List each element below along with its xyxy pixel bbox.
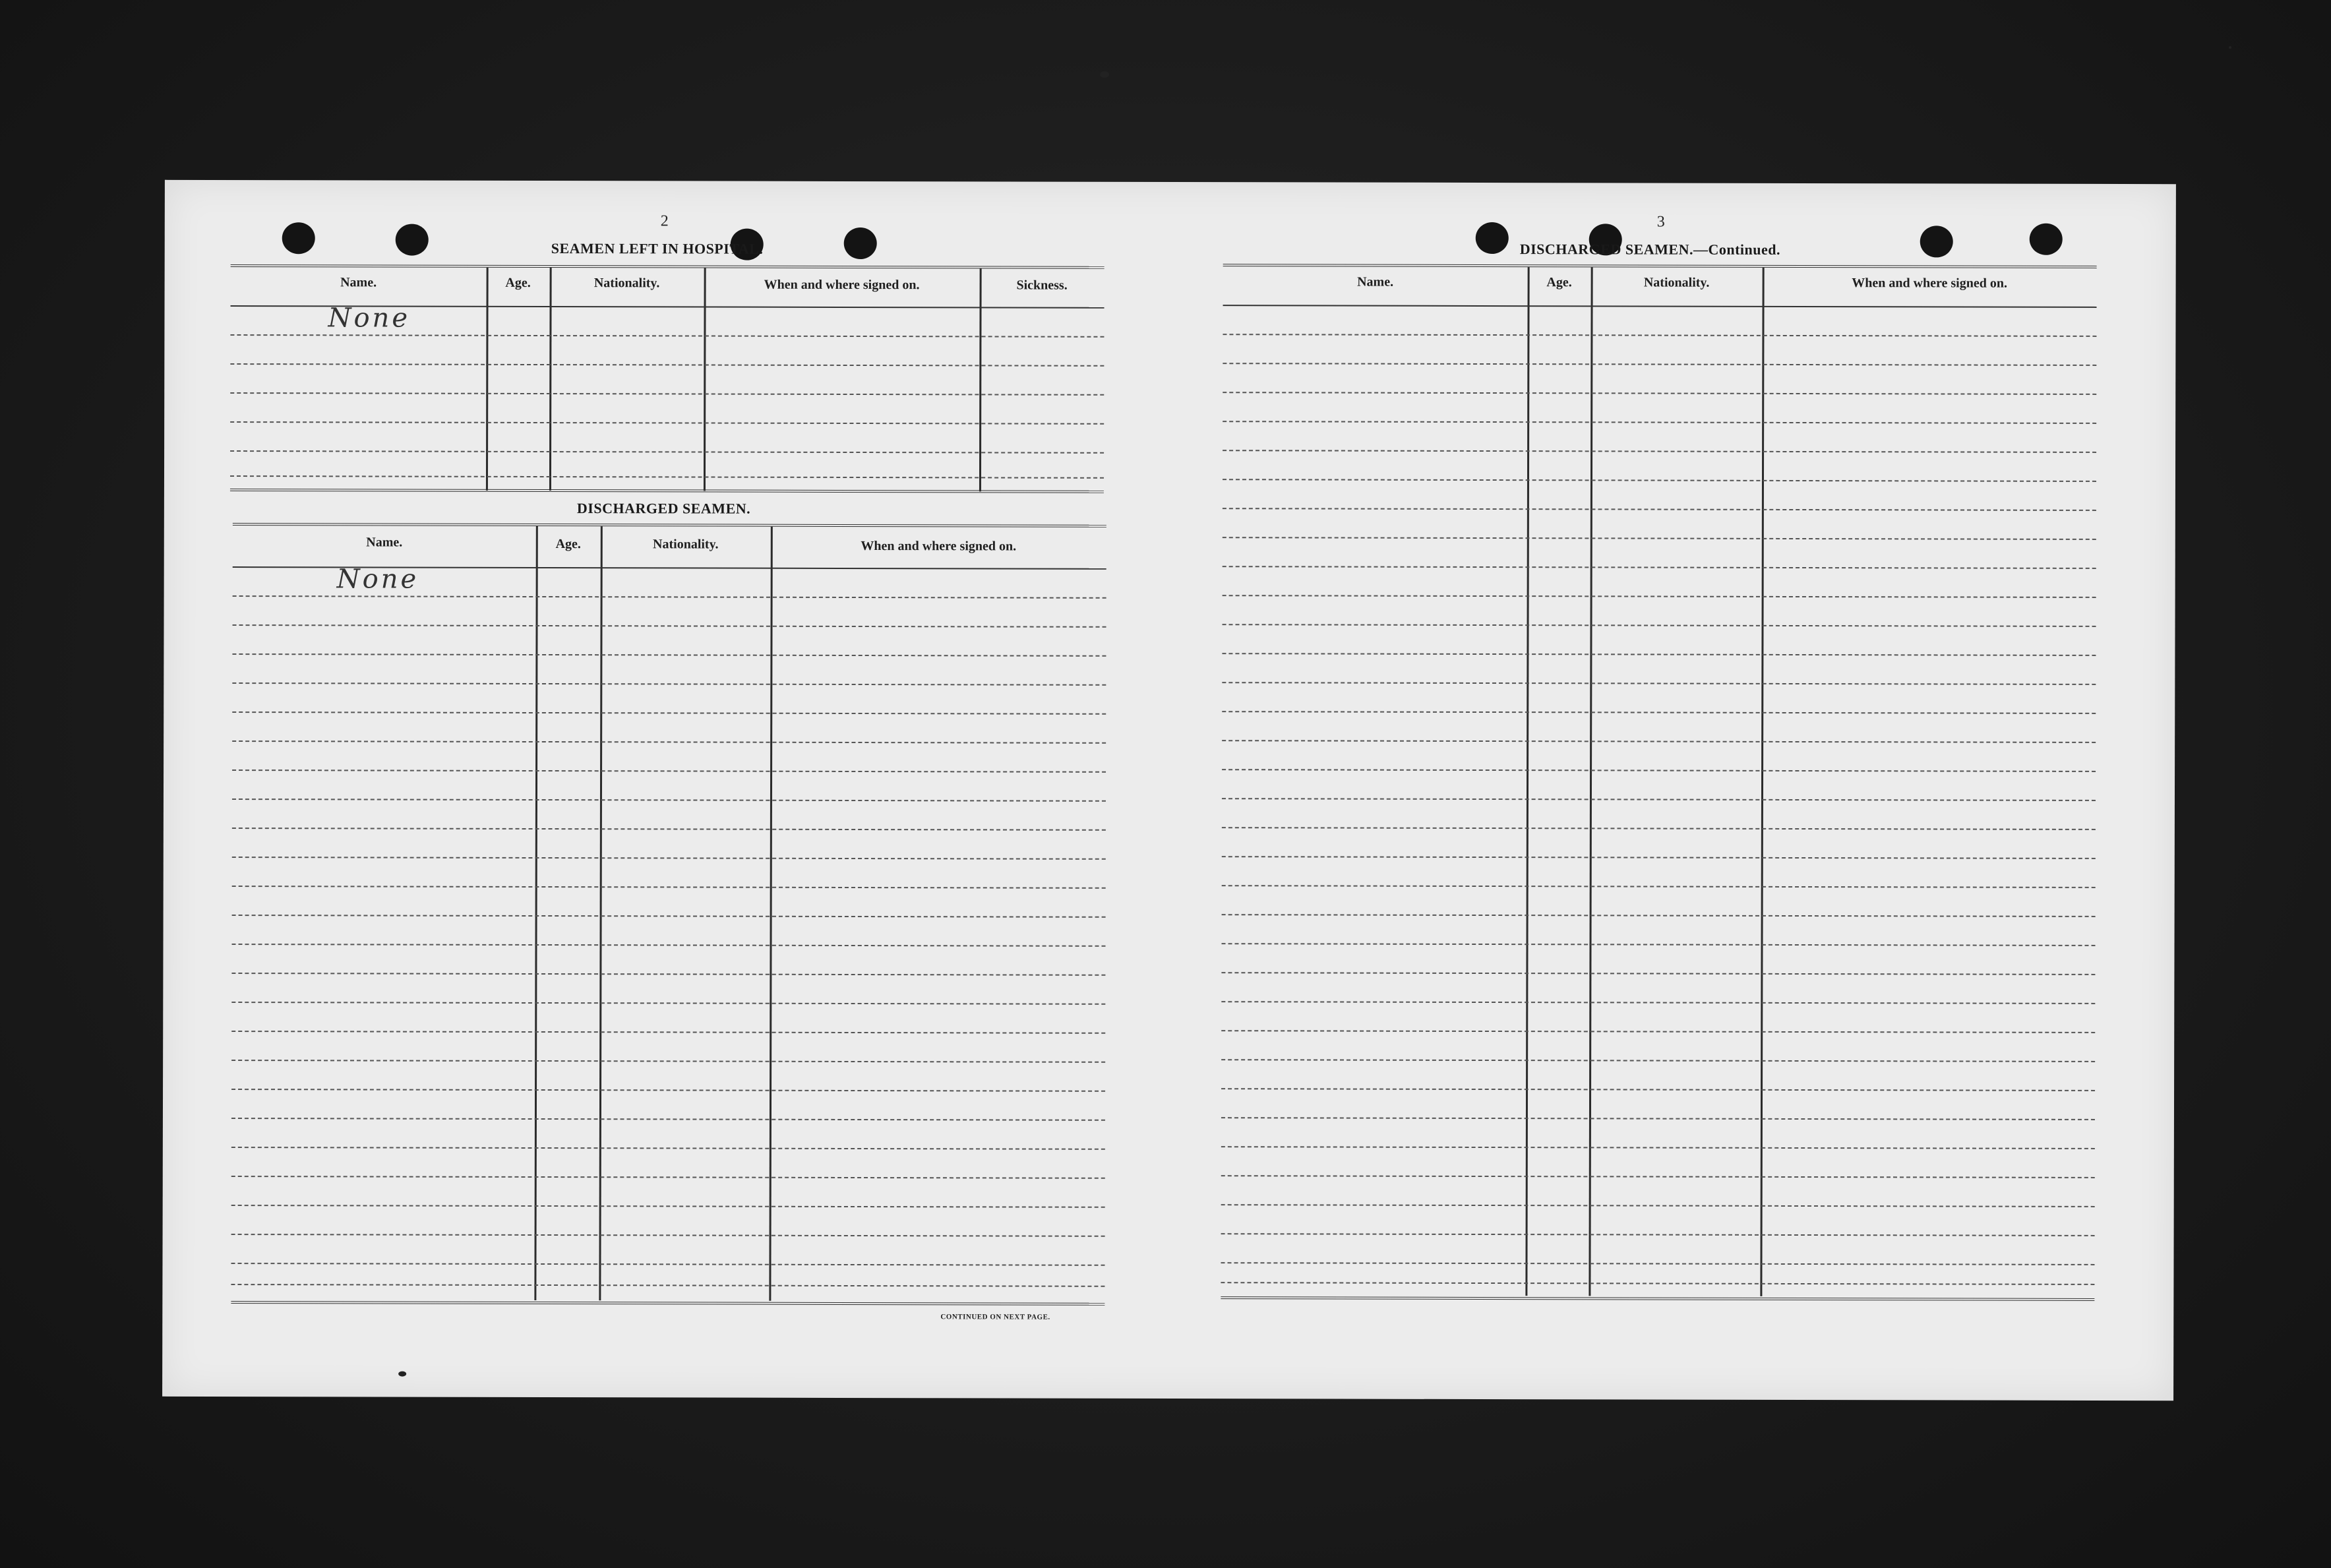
- table-row: [1221, 1204, 2095, 1207]
- table-row: [232, 886, 1106, 889]
- col-header-signed-on: When and where signed on.: [1852, 276, 2008, 291]
- table-row: [1222, 856, 2096, 859]
- table-row: [230, 334, 1104, 338]
- table-row: [232, 799, 1106, 802]
- table-row: [1223, 624, 2096, 627]
- table-row: [1221, 1001, 2095, 1004]
- table-row: [1222, 711, 2096, 714]
- column-divider: [599, 526, 602, 1300]
- table-row: [232, 740, 1106, 744]
- table-row: [232, 915, 1106, 918]
- table-row: [1223, 479, 2096, 482]
- dust-speck: [2229, 46, 2231, 49]
- hospital-section-title: SEAMEN LEFT IN HOSPITAL.: [551, 240, 764, 257]
- table-row: [230, 392, 1104, 396]
- column-divider: [979, 268, 982, 491]
- table-row: [1223, 421, 2096, 424]
- table-row: [231, 1205, 1105, 1208]
- table-row: [1222, 653, 2096, 656]
- table-row: [1221, 1059, 2095, 1062]
- dust-speck: [1100, 71, 1109, 78]
- col-header-nationality: Nationality.: [1643, 275, 1710, 290]
- handwritten-entry: None: [328, 303, 411, 334]
- form-sheet: [162, 180, 2176, 1401]
- col-header-nationality: Nationality.: [653, 537, 719, 552]
- discharged-table: [231, 523, 1106, 1352]
- table-row: [1223, 392, 2096, 395]
- col-header-nationality: Nationality.: [593, 276, 660, 291]
- table-row: [1222, 769, 2096, 772]
- col-header-age: Age.: [555, 537, 581, 552]
- column-divider: [486, 268, 489, 491]
- page-number: 2: [660, 212, 669, 230]
- table-bottom-rule: [231, 1301, 1105, 1306]
- header-rule: [1223, 305, 2097, 308]
- table-row: [232, 769, 1106, 773]
- discharged-continued-title: DISCHARGED SEAMEN.—Continued.: [1519, 241, 1781, 258]
- table-row: [1221, 1117, 2095, 1120]
- table-row: [1223, 595, 2096, 598]
- discharged-section-title: DISCHARGED SEAMEN.: [576, 500, 751, 517]
- col-header-signed-on: When and where signed on.: [764, 277, 920, 293]
- table-row: [1221, 1262, 2094, 1265]
- table-row: [1222, 682, 2096, 685]
- table-row: [231, 1176, 1105, 1179]
- table-row: [1223, 334, 2096, 337]
- page-number: 3: [1656, 213, 1665, 231]
- col-header-name: Name.: [366, 535, 403, 550]
- table-row: [1223, 450, 2096, 453]
- table-row: [231, 1002, 1105, 1005]
- table-row: [1222, 885, 2096, 888]
- hospital-table: [230, 264, 1105, 497]
- table-row: [232, 711, 1106, 715]
- table-row: [1221, 1030, 2095, 1033]
- table-row: [232, 682, 1106, 686]
- table-row: [231, 1089, 1105, 1092]
- handwritten-entry: None: [336, 564, 419, 595]
- table-row: [1221, 1175, 2095, 1178]
- table-row: [231, 1118, 1105, 1121]
- table-row: [231, 1060, 1105, 1063]
- table-row: [1222, 943, 2096, 946]
- discharged-continued-table: [1221, 264, 2096, 1331]
- col-header-age: Age.: [505, 275, 531, 290]
- table-row: [1223, 363, 2096, 366]
- table-row: [1221, 1233, 2095, 1236]
- right-page: [1168, 182, 2176, 1401]
- table-row: [231, 973, 1105, 976]
- table-row: [232, 944, 1106, 947]
- column-divider: [534, 526, 537, 1300]
- table-row: [230, 475, 1104, 479]
- table-bottom-rule: [1221, 1296, 2094, 1301]
- table-row: [1223, 537, 2096, 540]
- table-row: [232, 653, 1106, 657]
- column-divider: [549, 268, 552, 491]
- col-header-signed-on: When and where signed on.: [861, 539, 1017, 554]
- table-row: [1223, 508, 2096, 511]
- table-row: [1221, 972, 2095, 975]
- table-row: [231, 1031, 1105, 1034]
- col-header-age: Age.: [1546, 275, 1572, 290]
- table-row: [232, 857, 1106, 860]
- table-row: [231, 1263, 1105, 1266]
- table-bottom-rule: [230, 489, 1104, 493]
- col-header-name: Name.: [1357, 274, 1394, 289]
- column-divider: [769, 527, 772, 1301]
- table-row: [1221, 1146, 2095, 1149]
- table-row: [1222, 740, 2096, 743]
- table-row: [230, 363, 1104, 367]
- col-header-sickness: Sickness.: [1016, 278, 1068, 293]
- table-row: [230, 450, 1104, 454]
- table-row: [230, 421, 1104, 425]
- table-row: [1223, 566, 2096, 569]
- column-divider: [704, 268, 706, 491]
- continued-note: CONTINUED ON NEXT PAGE.: [940, 1313, 1050, 1321]
- table-row: [1221, 1088, 2095, 1091]
- table-row: [231, 1234, 1105, 1237]
- table-row: [232, 828, 1106, 831]
- table-row: [231, 1147, 1105, 1150]
- table-row: [1222, 914, 2096, 917]
- table-row: [233, 595, 1106, 599]
- table-row: [1222, 827, 2096, 830]
- table-row: [1221, 1282, 2094, 1285]
- table-row: [1222, 798, 2096, 801]
- table-row: [233, 624, 1106, 628]
- col-header-name: Name.: [340, 275, 377, 290]
- left-page: [162, 180, 1170, 1399]
- table-row: [231, 1284, 1105, 1287]
